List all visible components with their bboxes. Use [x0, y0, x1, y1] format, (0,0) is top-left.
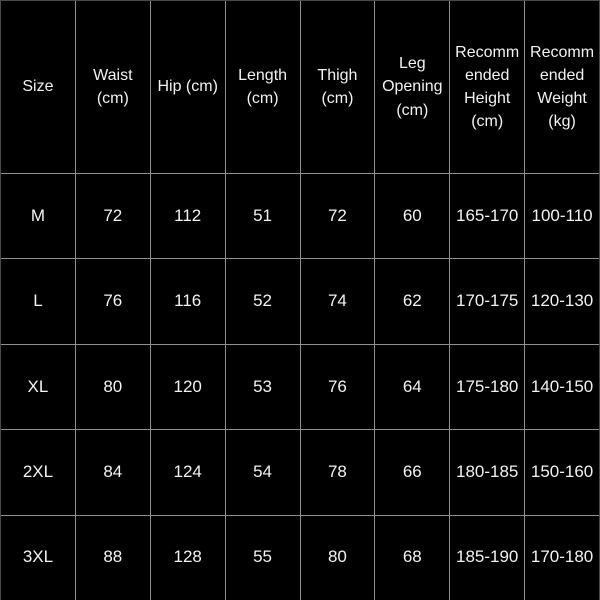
- cell-l-weight: 120-130: [525, 259, 599, 343]
- cell-xl-height: 175-180: [450, 345, 524, 429]
- column-header-leg-opening: Leg Opening (cm): [375, 1, 449, 173]
- cell-xl-thigh: 76: [301, 345, 375, 429]
- cell-l-hip: 116: [151, 259, 225, 343]
- cell-m-waist: 72: [76, 174, 150, 258]
- cell-l-size: L: [1, 259, 75, 343]
- column-header-size: Size: [1, 1, 75, 173]
- cell-3xl-waist: 88: [76, 516, 150, 600]
- column-header-recommended-height: Recommended Height (cm): [450, 1, 524, 173]
- cell-3xl-thigh: 80: [301, 516, 375, 600]
- cell-2xl-weight: 150-160: [525, 430, 599, 514]
- column-header-length: Length (cm): [226, 1, 300, 173]
- cell-3xl-weight: 170-180: [525, 516, 599, 600]
- cell-2xl-thigh: 78: [301, 430, 375, 514]
- cell-xl-size: XL: [1, 345, 75, 429]
- cell-m-hip: 112: [151, 174, 225, 258]
- cell-xl-waist: 80: [76, 345, 150, 429]
- cell-3xl-length: 55: [226, 516, 300, 600]
- cell-3xl-height: 185-190: [450, 516, 524, 600]
- cell-l-height: 170-175: [450, 259, 524, 343]
- cell-2xl-length: 54: [226, 430, 300, 514]
- cell-m-thigh: 72: [301, 174, 375, 258]
- cell-m-leg-opening: 60: [375, 174, 449, 258]
- cell-l-leg-opening: 62: [375, 259, 449, 343]
- column-header-recommended-weight: Recommended Weight (kg): [525, 1, 599, 173]
- cell-2xl-size: 2XL: [1, 430, 75, 514]
- cell-xl-leg-opening: 64: [375, 345, 449, 429]
- cell-m-length: 51: [226, 174, 300, 258]
- cell-2xl-height: 180-185: [450, 430, 524, 514]
- column-header-thigh: Thigh (cm): [301, 1, 375, 173]
- cell-3xl-leg-opening: 68: [375, 516, 449, 600]
- cell-2xl-leg-opening: 66: [375, 430, 449, 514]
- cell-xl-length: 53: [226, 345, 300, 429]
- column-header-hip: Hip (cm): [151, 1, 225, 173]
- cell-l-thigh: 74: [301, 259, 375, 343]
- cell-2xl-waist: 84: [76, 430, 150, 514]
- cell-m-weight: 100-110: [525, 174, 599, 258]
- cell-m-height: 165-170: [450, 174, 524, 258]
- column-header-waist: Waist (cm): [76, 1, 150, 173]
- cell-l-length: 52: [226, 259, 300, 343]
- cell-2xl-hip: 124: [151, 430, 225, 514]
- cell-l-waist: 76: [76, 259, 150, 343]
- cell-3xl-hip: 128: [151, 516, 225, 600]
- cell-m-size: M: [1, 174, 75, 258]
- cell-xl-weight: 140-150: [525, 345, 599, 429]
- cell-3xl-size: 3XL: [1, 516, 75, 600]
- cell-xl-hip: 120: [151, 345, 225, 429]
